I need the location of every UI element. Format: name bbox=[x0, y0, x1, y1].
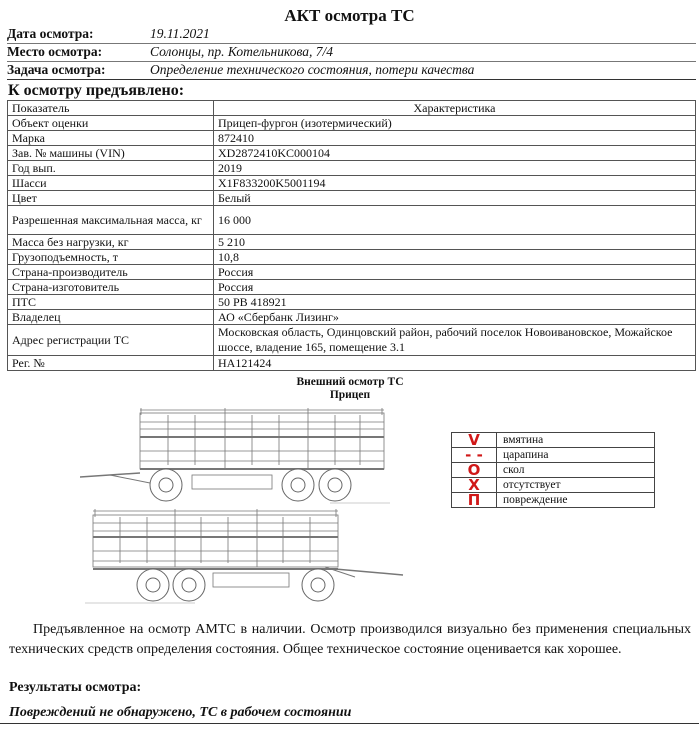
property-label: Объект оценки bbox=[8, 116, 214, 131]
property-label: ПТС bbox=[8, 295, 214, 310]
trailer-side-view-right bbox=[85, 507, 405, 605]
legend-row bbox=[452, 478, 655, 493]
inspection-summary-paragraph: Предъявленное на осмотр АМТС в наличии. Осмотр производился визуально без применения специальных технических средств определения состояния. Общее техническое состояние оценивается как хорошее. bbox=[9, 622, 691, 657]
property-label: Зав. № машины (VIN) bbox=[8, 146, 214, 161]
trailer-wheels bbox=[137, 569, 334, 601]
meta-row-task bbox=[7, 62, 696, 80]
property-label: Рег. № bbox=[8, 356, 214, 371]
property-value: Московская область, Одинцовский район, рабочий поселок Новоивановское, Можайское шоссе, владение 165, помещение 3.1 bbox=[214, 325, 696, 356]
table-row bbox=[8, 235, 696, 250]
property-label: Адрес регистрации ТС bbox=[8, 325, 214, 356]
meta-label: Место осмотра: bbox=[7, 44, 103, 59]
legend-row bbox=[452, 448, 655, 463]
meta-value: 19.11.2021 bbox=[150, 26, 210, 41]
property-label: Страна-изготовитель bbox=[8, 280, 214, 295]
legend-row bbox=[452, 493, 655, 508]
vehicle-properties-table bbox=[7, 100, 696, 371]
meta-row-place bbox=[7, 44, 696, 62]
document-title: АКТ осмотра ТС bbox=[284, 6, 415, 25]
property-value: XD2872410KC000104 bbox=[214, 146, 696, 161]
table-row bbox=[8, 250, 696, 265]
trailer-body bbox=[93, 509, 403, 587]
property-value: Прицеп-фургон (изотермический) bbox=[214, 116, 696, 131]
table-row bbox=[8, 310, 696, 325]
legend-label: скол bbox=[497, 463, 655, 478]
meta-value: Солонцы, пр. Котельникова, 7/4 bbox=[150, 44, 334, 59]
property-label: Год вып. bbox=[8, 161, 214, 176]
property-value: НА121424 bbox=[214, 356, 696, 371]
property-label: Цвет bbox=[8, 191, 214, 206]
property-value: X1F833200K5001194 bbox=[214, 176, 696, 191]
property-label: Страна-производитель bbox=[8, 265, 214, 280]
missing-symbol-icon: X bbox=[452, 478, 497, 493]
column-header-indicator: Показатель bbox=[8, 101, 214, 116]
meta-label: Задача осмотра: bbox=[7, 62, 106, 77]
property-value: 50 РВ 418921 bbox=[214, 295, 696, 310]
legend-label: вмятина bbox=[497, 433, 655, 448]
table-row bbox=[8, 206, 696, 235]
meta-value: Определение технического состояния, потери качества bbox=[150, 62, 475, 77]
property-label: Владелец bbox=[8, 310, 214, 325]
results-value: Повреждений не обнаружено, ТС в рабочем состоянии bbox=[9, 705, 352, 720]
exterior-inspection-subtitle: Прицеп bbox=[329, 389, 371, 401]
legend-label: повреждение bbox=[497, 493, 655, 508]
table-row bbox=[8, 191, 696, 206]
legend-label: царапина bbox=[497, 448, 655, 463]
property-value: 16 000 bbox=[214, 206, 696, 235]
table-row bbox=[8, 116, 696, 131]
results-underline bbox=[0, 723, 699, 724]
exterior-inspection-title: Внешний осмотр ТС bbox=[296, 376, 404, 388]
damage-legend bbox=[451, 432, 655, 508]
table-row bbox=[8, 161, 696, 176]
column-header-characteristic: Характеристика bbox=[214, 101, 696, 116]
exterior-inspection-heading bbox=[200, 376, 500, 402]
property-label: Разрешенная максимальная масса, кг bbox=[8, 206, 214, 235]
damage-symbol-icon: П bbox=[452, 493, 497, 508]
scratch-symbol-icon: - - bbox=[452, 448, 497, 463]
property-value: АО «Сбербанк Лизинг» bbox=[214, 310, 696, 325]
inspection-meta bbox=[7, 26, 696, 80]
property-label: Масса без нагрузки, кг bbox=[8, 235, 214, 250]
table-row bbox=[8, 265, 696, 280]
property-label: Марка bbox=[8, 131, 214, 146]
property-value: 2019 bbox=[214, 161, 696, 176]
results-heading: Результаты осмотра: bbox=[9, 680, 142, 695]
property-value: Белый bbox=[214, 191, 696, 206]
property-value: Россия bbox=[214, 280, 696, 295]
property-value: 5 210 bbox=[214, 235, 696, 250]
presented-heading: К осмотру предъявлено: bbox=[8, 82, 185, 99]
property-label: Шасси bbox=[8, 176, 214, 191]
property-value: Россия bbox=[214, 265, 696, 280]
legend-row bbox=[452, 463, 655, 478]
property-value: 872410 bbox=[214, 131, 696, 146]
table-row bbox=[8, 131, 696, 146]
table-row bbox=[8, 295, 696, 310]
trailer-wheels bbox=[150, 469, 351, 501]
table-row bbox=[8, 176, 696, 191]
table-row bbox=[8, 325, 696, 356]
table-header-row bbox=[8, 101, 696, 116]
table-row bbox=[8, 280, 696, 295]
trailer-side-view-left bbox=[80, 405, 390, 505]
legend-label: отсутствует bbox=[497, 478, 655, 493]
chip-symbol-icon: O bbox=[452, 463, 497, 478]
table-row bbox=[8, 146, 696, 161]
meta-row-date bbox=[7, 26, 696, 44]
meta-label: Дата осмотра: bbox=[7, 26, 94, 41]
property-label: Грузоподъемность, т bbox=[8, 250, 214, 265]
table-row bbox=[8, 356, 696, 371]
property-value: 10,8 bbox=[214, 250, 696, 265]
dent-symbol-icon: V bbox=[452, 433, 497, 448]
